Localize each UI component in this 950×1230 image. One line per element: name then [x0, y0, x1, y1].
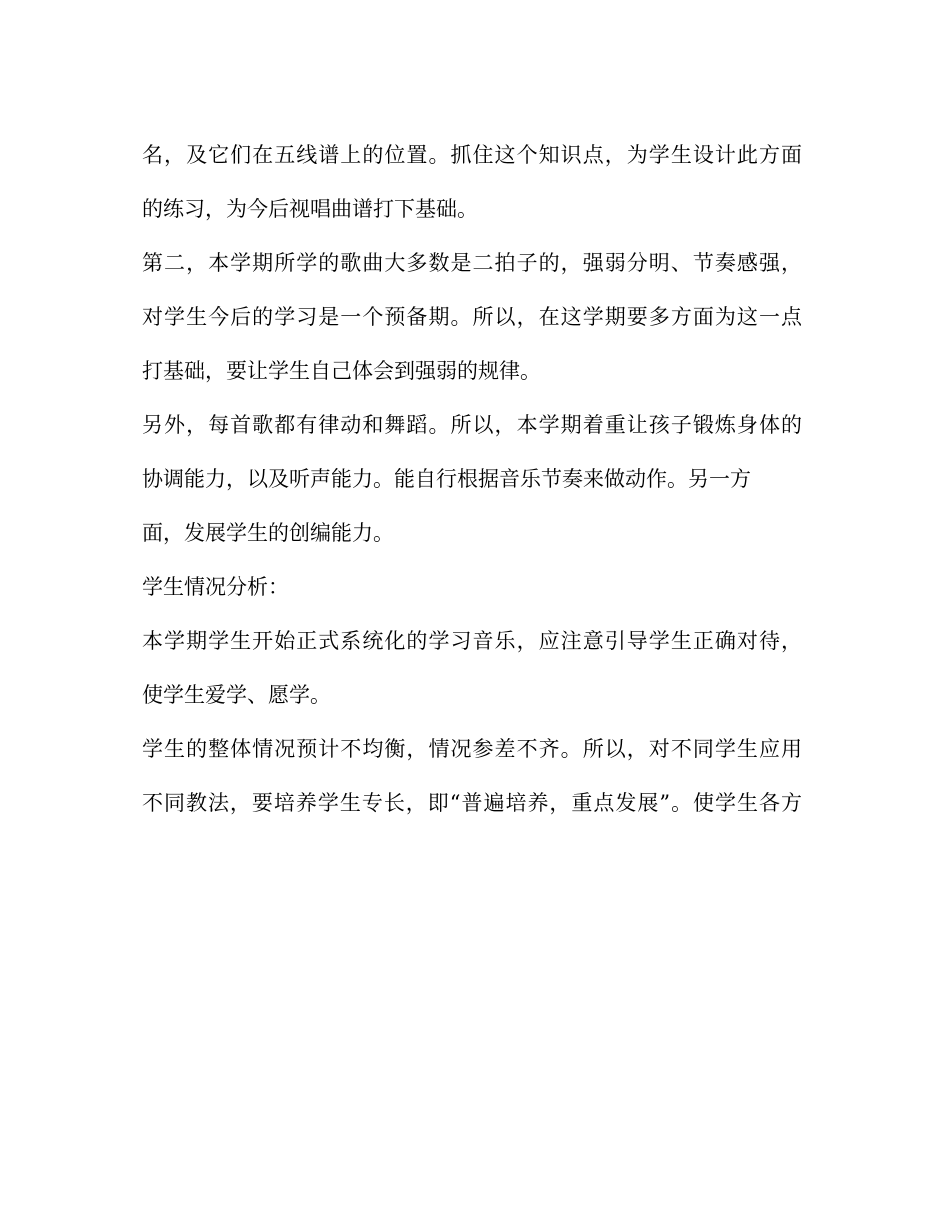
text-line: 的练习，为今后视唱曲谱打下基础。	[142, 197, 478, 221]
section-heading: 学生情况分析：	[142, 575, 289, 599]
text-line: 另外，每首歌都有律动和舞蹈。所以，本学期着重让孩子锻炼身体的	[142, 413, 802, 437]
text-line: 使学生爱学、愿学。	[142, 683, 331, 707]
text-line: 面，发展学生的创编能力。	[142, 521, 394, 545]
document-body	[142, 132, 802, 834]
text-line: 不同教法，要培养学生专长，即“普遍培养，重点发展”。使学生各方	[142, 791, 802, 815]
text-line: 第二，本学期所学的歌曲大多数是二拍子的，强弱分明、节奏感强，	[142, 251, 802, 275]
text-line: 名，及它们在五线谱上的位置。抓住这个知识点，为学生设计此方面	[142, 143, 802, 167]
text-line: 协调能力，以及听声能力。能自行根据音乐节奏来做动作。另一方	[142, 467, 751, 491]
text-line: 对学生今后的学习是一个预备期。所以，在这学期要多方面为这一点	[142, 305, 802, 329]
text-line: 本学期学生开始正式系统化的学习音乐，应注意引导学生正确对待，	[142, 629, 802, 653]
text-line: 学生的整体情况预计不均衡，情况参差不齐。所以，对不同学生应用	[142, 737, 802, 761]
text-line: 打基础，要让学生自己体会到强弱的规律。	[142, 359, 541, 383]
